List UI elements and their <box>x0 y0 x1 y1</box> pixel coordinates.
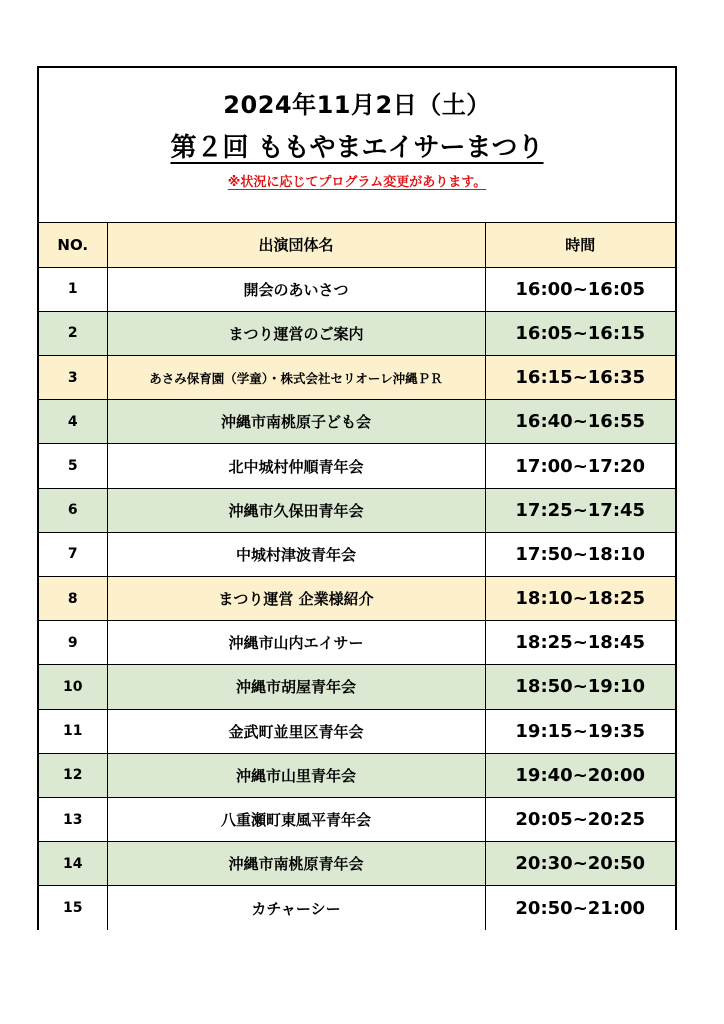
row-number: 2 <box>39 311 107 355</box>
table-row <box>39 842 675 886</box>
program-rows <box>39 267 675 930</box>
time-slot: 18:25~18:45 <box>485 621 675 665</box>
column-header-name: 出演団体名 <box>107 223 485 267</box>
performer-name: 中城村津波青年会 <box>107 532 485 576</box>
performer-name: カチャーシー <box>107 886 485 930</box>
time-slot: 16:15~16:35 <box>485 356 675 400</box>
program-header <box>39 68 675 223</box>
change-notice <box>39 174 675 192</box>
time-slot: 17:50~18:10 <box>485 532 675 576</box>
time-slot: 16:40~16:55 <box>485 400 675 444</box>
performer-name: 北中城村仲順青年会 <box>107 444 485 488</box>
event-title <box>39 132 675 164</box>
table-row <box>39 577 675 621</box>
performer-name: 金武町並里区青年会 <box>107 709 485 753</box>
program-sheet <box>37 66 677 930</box>
time-slot: 19:15~19:35 <box>485 709 675 753</box>
row-number: 15 <box>39 886 107 930</box>
time-slot: 18:10~18:25 <box>485 577 675 621</box>
program-table <box>39 223 675 930</box>
time-slot: 20:05~20:25 <box>485 797 675 841</box>
row-number: 1 <box>39 267 107 311</box>
performer-name: 沖縄市南桃原子ども会 <box>107 400 485 444</box>
row-number: 11 <box>39 709 107 753</box>
row-number: 12 <box>39 753 107 797</box>
time-slot: 17:00~17:20 <box>485 444 675 488</box>
performer-name: まつり運営のご案内 <box>107 311 485 355</box>
performer-name: 沖縄市久保田青年会 <box>107 488 485 532</box>
table-row <box>39 621 675 665</box>
table-row <box>39 267 675 311</box>
row-number: 7 <box>39 532 107 576</box>
row-number: 10 <box>39 665 107 709</box>
row-number: 9 <box>39 621 107 665</box>
table-row <box>39 753 675 797</box>
time-slot: 16:05~16:15 <box>485 311 675 355</box>
time-slot: 17:25~17:45 <box>485 488 675 532</box>
event-date: 2024年11月2日（土） <box>223 91 491 119</box>
performer-name: 沖縄市南桃原青年会 <box>107 842 485 886</box>
performer-name: 八重瀬町東風平青年会 <box>107 797 485 841</box>
column-header-no: NO. <box>39 223 107 267</box>
table-row <box>39 356 675 400</box>
row-number: 4 <box>39 400 107 444</box>
row-number: 13 <box>39 797 107 841</box>
event-title-text: 第２回 ももやまエイサーまつり <box>170 133 544 163</box>
table-row <box>39 797 675 841</box>
table-row <box>39 311 675 355</box>
table-row <box>39 400 675 444</box>
time-slot: 20:50~21:00 <box>485 886 675 930</box>
performer-name: 沖縄市山内エイサー <box>107 621 485 665</box>
row-number: 6 <box>39 488 107 532</box>
row-number: 8 <box>39 577 107 621</box>
performer-name: まつり運営 企業様紹介 <box>107 577 485 621</box>
time-slot: 18:50~19:10 <box>485 665 675 709</box>
performer-name: 沖縄市山里青年会 <box>107 753 485 797</box>
table-row <box>39 886 675 930</box>
table-row <box>39 488 675 532</box>
row-number: 3 <box>39 356 107 400</box>
performer-name: 沖縄市胡屋青年会 <box>107 665 485 709</box>
performer-name: あさみ保育園（学童）・株式会社セリオーレ沖縄ＰＲ <box>107 356 485 400</box>
performer-name: 開会のあいさつ <box>107 267 485 311</box>
table-row <box>39 532 675 576</box>
table-row <box>39 444 675 488</box>
table-row <box>39 709 675 753</box>
time-slot: 20:30~20:50 <box>485 842 675 886</box>
row-number: 14 <box>39 842 107 886</box>
table-row <box>39 665 675 709</box>
time-slot: 16:00~16:05 <box>485 267 675 311</box>
change-notice-text: ※状況に応じてプログラム変更があります。 <box>227 175 487 190</box>
time-slot: 19:40~20:00 <box>485 753 675 797</box>
table-header-row <box>39 223 675 267</box>
row-number: 5 <box>39 444 107 488</box>
column-header-time: 時間 <box>485 223 675 267</box>
